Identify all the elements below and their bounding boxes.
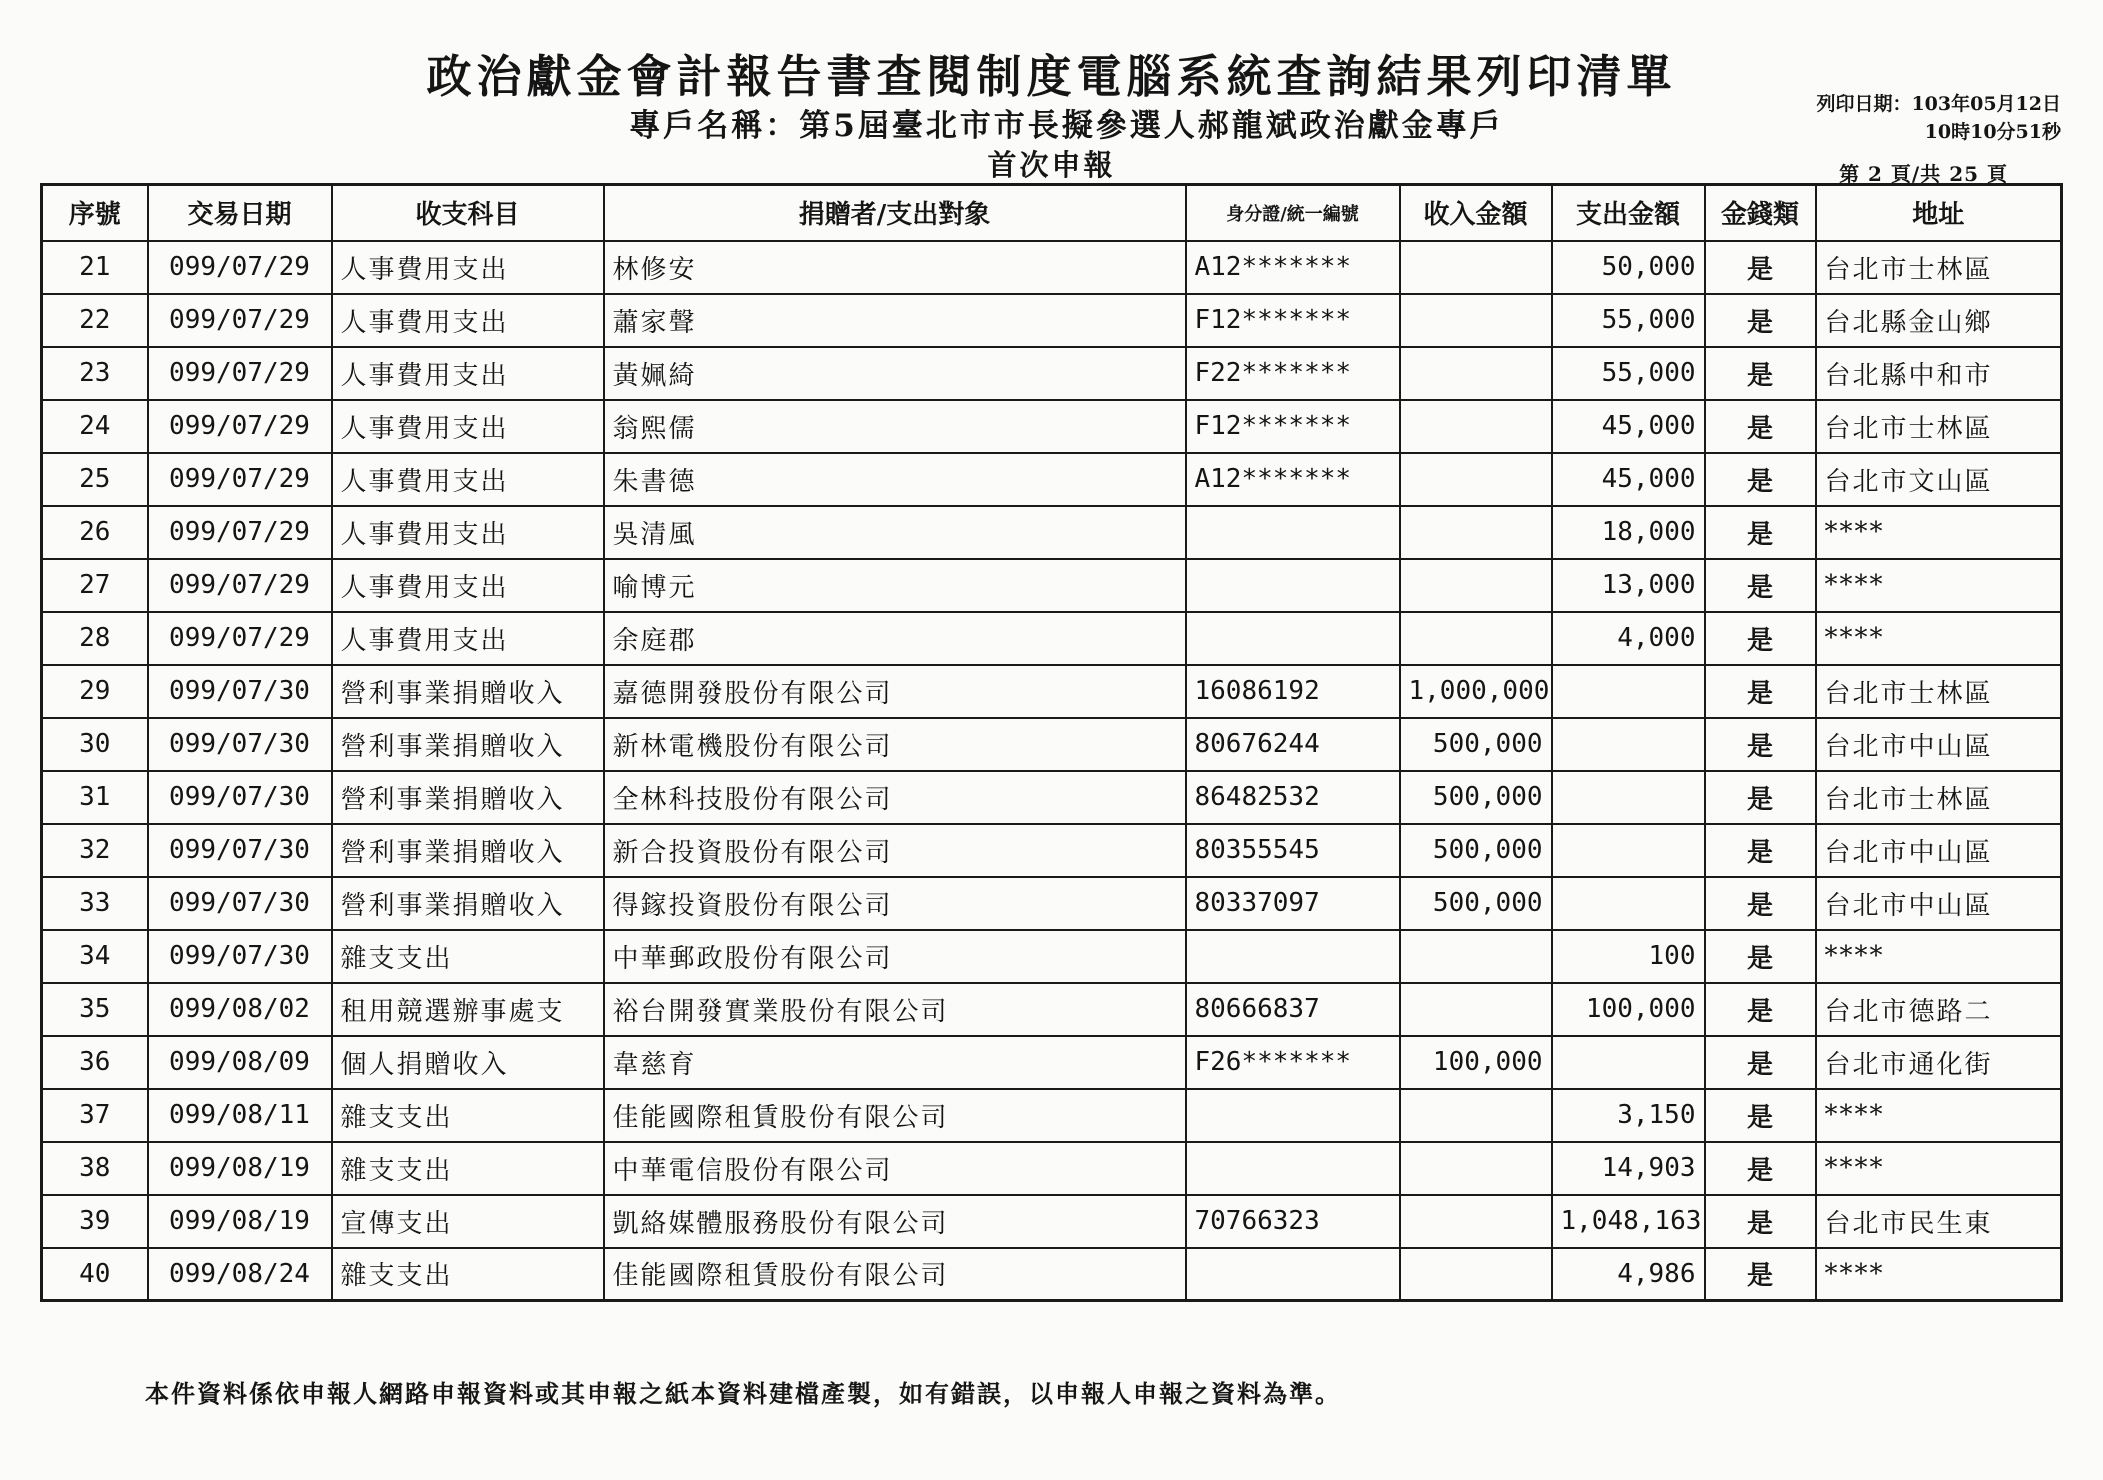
cell-expense: 55,000 [1552,294,1705,347]
cell-party: 嘉德開發股份有限公司 [604,665,1186,718]
cell-address: **** [1816,506,2062,559]
cell-address: 台北縣金山鄉 [1816,294,2062,347]
cell-id: 86482532 [1186,771,1400,824]
table-row [42,1142,2062,1195]
cell-seq: 37 [42,1089,148,1142]
report-type: 首次申報 [987,148,1116,182]
cell-seq: 38 [42,1142,148,1195]
cell-seq: 33 [42,877,148,930]
cell-income [1400,453,1552,506]
cell-cash: 是 [1705,241,1816,294]
cell-expense: 100,000 [1552,983,1705,1036]
cell-date: 099/08/24 [148,1248,332,1301]
cell-date: 099/08/19 [148,1195,332,1248]
cell-date: 099/07/29 [148,453,332,506]
cell-income [1400,1195,1552,1248]
table-row [42,453,2062,506]
cell-expense: 45,000 [1552,453,1705,506]
table-row [42,877,2062,930]
cell-income [1400,983,1552,1036]
header-row [42,185,2062,241]
cell-item: 營利事業捐贈收入 [332,824,604,877]
cell-party: 朱書德 [604,453,1186,506]
cell-seq: 32 [42,824,148,877]
cell-party: 佳能國際租賃股份有限公司 [604,1089,1186,1142]
cell-id: F12******* [1186,294,1400,347]
cell-item: 雜支支出 [332,1248,604,1301]
cell-date: 099/07/29 [148,241,332,294]
account-name: 專戶名稱：第5屆臺北市市長擬參選人郝龍斌政治獻金專戶 [629,108,1504,144]
print-date-line2: 10時10分51秒 [1924,121,2061,143]
cell-address: 台北市中山區 [1816,877,2062,930]
cell-seq: 30 [42,718,148,771]
col-header-cash: 金錢類 [1705,185,1816,241]
cell-id: A12******* [1186,241,1400,294]
cell-expense [1552,877,1705,930]
table-row [42,1248,2062,1301]
cell-seq: 28 [42,612,148,665]
cell-income [1400,1089,1552,1142]
cell-date: 099/07/29 [148,294,332,347]
cell-address: 台北市民生東 [1816,1195,2062,1248]
cell-date: 099/08/11 [148,1089,332,1142]
cell-date: 099/07/30 [148,718,332,771]
cell-date: 099/07/30 [148,824,332,877]
cell-party: 凱絡媒體服務股份有限公司 [604,1195,1186,1248]
cell-item: 人事費用支出 [332,347,604,400]
table-row [42,1089,2062,1142]
cell-id: 80355545 [1186,824,1400,877]
cell-item: 雜支支出 [332,1089,604,1142]
cell-address: 台北市中山區 [1816,824,2062,877]
cell-cash: 是 [1705,1036,1816,1089]
cell-item: 雜支支出 [332,1142,604,1195]
cell-expense [1552,1036,1705,1089]
cell-seq: 29 [42,665,148,718]
cell-party: 喻博元 [604,559,1186,612]
cell-item: 宣傳支出 [332,1195,604,1248]
table-row [42,665,2062,718]
cell-cash: 是 [1705,718,1816,771]
cell-expense: 1,048,163 [1552,1195,1705,1248]
cell-address: **** [1816,612,2062,665]
cell-cash: 是 [1705,1089,1816,1142]
cell-id: A12******* [1186,453,1400,506]
cell-seq: 40 [42,1248,148,1301]
cell-expense: 13,000 [1552,559,1705,612]
cell-seq: 24 [42,400,148,453]
cell-income: 500,000 [1400,771,1552,824]
cell-cash: 是 [1705,771,1816,824]
cell-address: 台北市士林區 [1816,241,2062,294]
cell-item: 個人捐贈收入 [332,1036,604,1089]
cell-expense [1552,665,1705,718]
table-row [42,559,2062,612]
print-date-line1: 列印日期：103年05月12日 [1816,93,2061,115]
cell-cash: 是 [1705,930,1816,983]
cell-cash: 是 [1705,506,1816,559]
cell-seq: 39 [42,1195,148,1248]
cell-date: 099/07/30 [148,771,332,824]
cell-cash: 是 [1705,1248,1816,1301]
cell-address: **** [1816,1248,2062,1301]
cell-id: 70766323 [1186,1195,1400,1248]
cell-expense: 4,986 [1552,1248,1705,1301]
cell-income [1400,930,1552,983]
cell-cash: 是 [1705,824,1816,877]
cell-item: 雜支支出 [332,930,604,983]
table-row [42,347,2062,400]
cell-cash: 是 [1705,983,1816,1036]
table-row [42,718,2062,771]
table-row [42,1195,2062,1248]
cell-id [1186,506,1400,559]
col-header-party: 捐贈者/支出對象 [604,185,1186,241]
cell-id: 80676244 [1186,718,1400,771]
cell-item: 人事費用支出 [332,612,604,665]
cell-item: 人事費用支出 [332,241,604,294]
cell-party: 韋慈育 [604,1036,1186,1089]
table-row [42,824,2062,877]
cell-seq: 22 [42,294,148,347]
print-date [1816,90,2061,146]
cell-date: 099/07/30 [148,930,332,983]
col-header-item: 收支科目 [332,185,604,241]
table-row [42,1036,2062,1089]
cell-id [1186,930,1400,983]
cell-seq: 35 [42,983,148,1036]
col-header-seq: 序號 [42,185,148,241]
cell-date: 099/07/30 [148,665,332,718]
cell-seq: 25 [42,453,148,506]
cell-party: 中華電信股份有限公司 [604,1142,1186,1195]
cell-date: 099/07/29 [148,559,332,612]
cell-address: 台北市通化街 [1816,1036,2062,1089]
cell-address: **** [1816,1089,2062,1142]
cell-expense: 50,000 [1552,241,1705,294]
col-header-address: 地址 [1816,185,2062,241]
cell-id: 80337097 [1186,877,1400,930]
cell-income: 1,000,000 [1400,665,1552,718]
cell-address: 台北市文山區 [1816,453,2062,506]
cell-party: 得鎵投資股份有限公司 [604,877,1186,930]
table-row [42,400,2062,453]
cell-date: 099/07/29 [148,506,332,559]
cell-cash: 是 [1705,1142,1816,1195]
cell-party: 中華郵政股份有限公司 [604,930,1186,983]
cell-expense [1552,771,1705,824]
cell-income [1400,612,1552,665]
cell-id: 80666837 [1186,983,1400,1036]
cell-expense [1552,718,1705,771]
cell-seq: 21 [42,241,148,294]
cell-item: 營利事業捐贈收入 [332,771,604,824]
cell-id: F12******* [1186,400,1400,453]
ledger-table [40,183,2063,1302]
cell-seq: 23 [42,347,148,400]
cell-item: 人事費用支出 [332,294,604,347]
cell-party: 林修安 [604,241,1186,294]
cell-cash: 是 [1705,877,1816,930]
cell-date: 099/08/09 [148,1036,332,1089]
cell-income [1400,241,1552,294]
cell-date: 099/07/29 [148,400,332,453]
cell-date: 099/08/19 [148,1142,332,1195]
ledger-body [42,241,2062,1301]
cell-item: 人事費用支出 [332,506,604,559]
cell-address: 台北市中山區 [1816,718,2062,771]
cell-id [1186,1089,1400,1142]
cell-seq: 31 [42,771,148,824]
cell-date: 099/07/29 [148,612,332,665]
table-row [42,930,2062,983]
cell-expense [1552,824,1705,877]
cell-income [1400,506,1552,559]
cell-party: 黃姵綺 [604,347,1186,400]
cell-income [1400,559,1552,612]
cell-address: 台北縣中和市 [1816,347,2062,400]
cell-expense: 100 [1552,930,1705,983]
cell-cash: 是 [1705,400,1816,453]
cell-date: 099/07/30 [148,877,332,930]
cell-income: 100,000 [1400,1036,1552,1089]
table-row [42,506,2062,559]
cell-id [1186,612,1400,665]
cell-address: **** [1816,559,2062,612]
col-header-id: 身分證/統一編號 [1186,185,1400,241]
cell-cash: 是 [1705,559,1816,612]
cell-address: 台北市士林區 [1816,771,2062,824]
table-row [42,612,2062,665]
cell-seq: 26 [42,506,148,559]
cell-party: 翁熙儒 [604,400,1186,453]
cell-expense: 45,000 [1552,400,1705,453]
document-title: 政治獻金會計報告書查閱制度電腦系統查詢結果列印清單 [426,50,1677,103]
cell-seq: 27 [42,559,148,612]
cell-income [1400,1142,1552,1195]
cell-cash: 是 [1705,665,1816,718]
cell-cash: 是 [1705,612,1816,665]
cell-address: 台北市士林區 [1816,400,2062,453]
cell-id: 16086192 [1186,665,1400,718]
cell-item: 營利事業捐贈收入 [332,665,604,718]
cell-cash: 是 [1705,347,1816,400]
cell-address: **** [1816,930,2062,983]
cell-income: 500,000 [1400,877,1552,930]
col-header-income: 收入金額 [1400,185,1552,241]
col-header-expense: 支出金額 [1552,185,1705,241]
col-header-date: 交易日期 [148,185,332,241]
cell-date: 099/07/29 [148,347,332,400]
cell-income: 500,000 [1400,824,1552,877]
cell-item: 營利事業捐贈收入 [332,718,604,771]
cell-address: 台北市士林區 [1816,665,2062,718]
cell-address: **** [1816,1142,2062,1195]
page-info: 第 2 頁/共 25 頁 [1839,162,2008,186]
cell-item: 人事費用支出 [332,400,604,453]
cell-cash: 是 [1705,453,1816,506]
cell-party: 吳清風 [604,506,1186,559]
cell-item: 人事費用支出 [332,453,604,506]
cell-seq: 36 [42,1036,148,1089]
table-row [42,241,2062,294]
cell-party: 蕭家聲 [604,294,1186,347]
cell-party: 新合投資股份有限公司 [604,824,1186,877]
cell-party: 佳能國際租賃股份有限公司 [604,1248,1186,1301]
cell-income [1400,294,1552,347]
table-row [42,294,2062,347]
cell-address: 台北市德路二 [1816,983,2062,1036]
cell-seq: 34 [42,930,148,983]
cell-income [1400,1248,1552,1301]
cell-item: 租用競選辦事處支 [332,983,604,1036]
table-row [42,983,2062,1036]
cell-party: 新林電機股份有限公司 [604,718,1186,771]
cell-party: 余庭郡 [604,612,1186,665]
cell-id: F26******* [1186,1036,1400,1089]
cell-date: 099/08/02 [148,983,332,1036]
cell-income: 500,000 [1400,718,1552,771]
cell-income [1400,347,1552,400]
cell-income [1400,400,1552,453]
cell-expense: 3,150 [1552,1089,1705,1142]
cell-cash: 是 [1705,1195,1816,1248]
cell-item: 人事費用支出 [332,559,604,612]
cell-id: F22******* [1186,347,1400,400]
cell-id [1186,559,1400,612]
cell-expense: 14,903 [1552,1142,1705,1195]
cell-cash: 是 [1705,294,1816,347]
cell-id [1186,1142,1400,1195]
table-row [42,771,2062,824]
footnote: 本件資料係依申報人網路申報資料或其申報之紙本資料建檔產製，如有錯誤，以申報人申報之資料為準。 [145,1379,1341,1408]
cell-expense: 18,000 [1552,506,1705,559]
cell-party: 全林科技股份有限公司 [604,771,1186,824]
cell-expense: 4,000 [1552,612,1705,665]
cell-expense: 55,000 [1552,347,1705,400]
cell-party: 裕台開發實業股份有限公司 [604,983,1186,1036]
cell-item: 營利事業捐贈收入 [332,877,604,930]
cell-id [1186,1248,1400,1301]
